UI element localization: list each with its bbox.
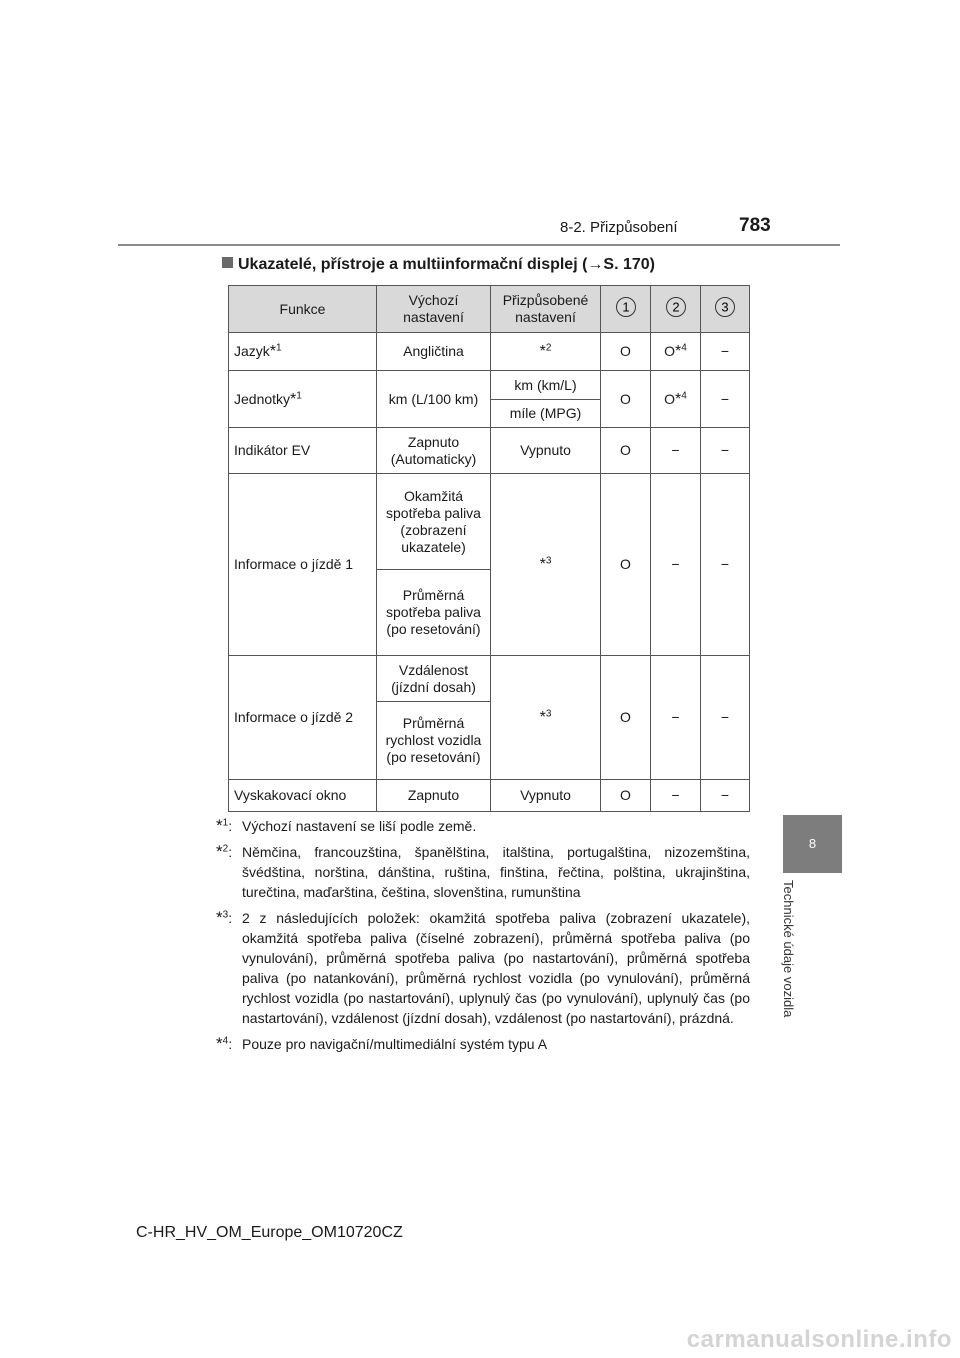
cell-function: Vyskakovací okno: [229, 780, 377, 812]
circled-number-1-icon: [615, 296, 637, 318]
square-bullet-icon: [222, 257, 233, 268]
footnotes: [216, 816, 750, 1060]
chapter-title: Technické údaje vozidla: [781, 880, 796, 1018]
cell-col-1: O: [601, 474, 651, 656]
document-id: C-HR_HV_OM_Europe_OM10720CZ: [136, 1224, 403, 1241]
header-function: Funkce: [229, 286, 377, 333]
section-title: 8-2. Přizpůsobení: [560, 219, 678, 236]
cell-function: Indikátor EV: [229, 428, 377, 474]
cell-custom: míle (MPG): [491, 400, 601, 428]
cell-custom: *$^2$: [491, 333, 601, 371]
cell-default: Zapnuto (Automaticky): [377, 428, 491, 474]
cell-function: Jazyk*$^1$: [229, 333, 377, 371]
cell-default: Průměrná spotřeba paliva (po resetování): [377, 570, 491, 656]
settings-table: [228, 285, 750, 812]
cell-custom: *$^3$: [491, 474, 601, 656]
table-row: [229, 656, 750, 702]
circled-number-2-icon: [665, 296, 687, 318]
cell-col-3: −: [701, 474, 750, 656]
table-row: [229, 474, 750, 570]
cell-col-3: −: [701, 371, 750, 428]
svg-text:2: 2: [671, 299, 680, 315]
section-heading: [222, 256, 655, 274]
cell-col-2: −: [651, 474, 701, 656]
cell-function: Informace o jízdě 2: [229, 656, 377, 780]
table-row: [229, 780, 750, 812]
cell-function: Informace o jízdě 1: [229, 474, 377, 656]
chapter-tab[interactable]: 8: [783, 815, 842, 873]
cell-col-3: −: [701, 428, 750, 474]
footnote: *$^1$: Výchozí nastavení se liší podle země.: [216, 816, 477, 835]
cell-col-1: O: [601, 656, 651, 780]
heading-text: Ukazatelé, přístroje a multiinformační displej (: [238, 256, 588, 273]
cell-col-1: O: [601, 333, 651, 371]
right-arrow-icon: →: [587, 256, 604, 273]
header-col-2: [651, 286, 701, 333]
cell-col-2: O*$^4$: [651, 333, 701, 371]
watermark: carmanualsonline.info: [686, 1326, 952, 1353]
cell-default: Vzdálenost (jízdní dosah): [377, 656, 491, 702]
cell-custom: km (km/L): [491, 371, 601, 400]
cell-custom: Vypnuto: [491, 428, 601, 474]
cell-col-1: O: [601, 428, 651, 474]
cell-default: km (L/100 km): [377, 371, 491, 428]
table-header-row: [229, 286, 750, 333]
cell-custom: *$^3$: [491, 656, 601, 780]
header-divider: [118, 244, 840, 246]
cell-custom: Vypnuto: [491, 780, 601, 812]
table-row: [229, 333, 750, 371]
cell-col-3: −: [701, 333, 750, 371]
page-number: 783: [739, 215, 771, 236]
header-default: Výchozí nastavení: [377, 286, 491, 333]
header-col-1: [601, 286, 651, 333]
cell-col-1: O: [601, 780, 651, 812]
cell-col-2: −: [651, 428, 701, 474]
cell-default: Angličtina: [377, 333, 491, 371]
cell-col-2: −: [651, 656, 701, 780]
cell-col-2: −: [651, 780, 701, 812]
svg-text:1: 1: [621, 299, 630, 315]
cell-default: Průměrná rychlost vozidla (po resetování): [377, 702, 491, 780]
cell-col-3: −: [701, 780, 750, 812]
header-custom: Přizpůsobené nastavení: [491, 286, 601, 333]
footnote: *$^4$: Pouze pro navigační/multimediální systém typu A: [216, 1034, 548, 1053]
header-col-3: [701, 286, 750, 333]
chapter-label: [781, 880, 811, 1060]
cell-function: Jednotky*$^1$: [229, 371, 377, 428]
cell-col-1: O: [601, 371, 651, 428]
cell-default: Okamžitá spotřeba paliva (zobrazení ukazatele): [377, 474, 491, 570]
table-row: [229, 428, 750, 474]
footnote: *$^3$: 2 z následujících položek: okamžitá spotřeba paliva (zobrazení ukazatele), okamžitá spotřeba paliva (číselné zobrazení), průměrná spotřeba paliva (po vynulování), průměrná spotřeba paliva (po nastartování), průměrná spotřeba paliva (po natankování), průměrná rychlost vozidla (po vynulování), průměrná rychlost vozidla (po nastartování), uplynulý čas (po vynulování), uplynulý čas (po nastartování), vzdálenost (jízdní dosah), vzdálenost (po nastartování), prázdná.: [216, 908, 750, 1026]
page-reference: S. 170): [603, 256, 656, 273]
table-row: [229, 371, 750, 400]
cell-default: Zapnuto: [377, 780, 491, 812]
svg-text:3: 3: [721, 299, 729, 315]
circled-number-3-icon: [714, 296, 736, 318]
cell-col-3: −: [701, 656, 750, 780]
cell-col-2: O*$^4$: [651, 371, 701, 428]
footnote: *$^2$: Němčina, francouzština, španělština, italština, portugalština, nizozemština, švédština, norština, dánština, ruština, finština, řečtina, polština, ukrajinština, turečtina, maďarština, čeština, slovenština, rumunština: [216, 842, 750, 900]
